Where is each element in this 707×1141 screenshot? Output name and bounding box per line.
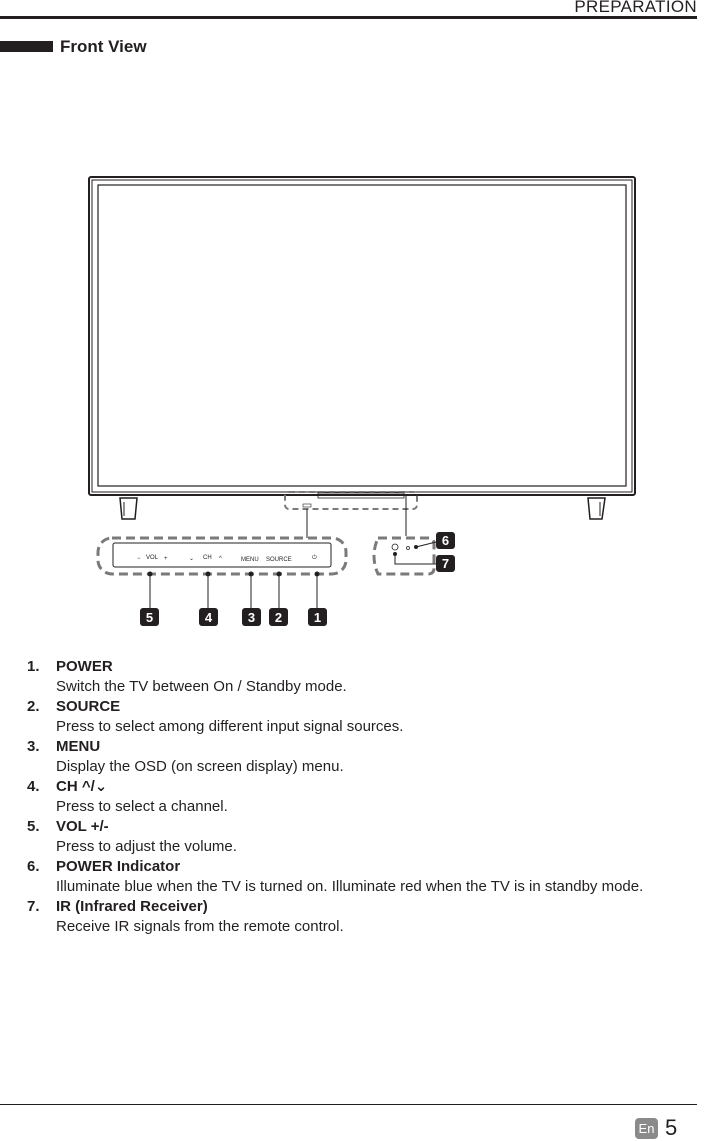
list-item-source	[27, 697, 707, 737]
tv-illustration	[0, 160, 707, 640]
source-label: SOURCE	[266, 557, 292, 563]
item-number: 1.	[27, 658, 40, 675]
tv-control-knob	[303, 504, 311, 507]
leader-3-dot	[249, 572, 254, 577]
vol-plus-label: +	[164, 556, 168, 562]
list-item-volume	[27, 817, 707, 857]
leader-6-dot	[414, 545, 418, 549]
item-description: Press to select a channel.	[56, 798, 228, 815]
leader-2-dot	[277, 572, 282, 577]
callout-7-label: 7	[441, 556, 450, 571]
item-number: 3.	[27, 738, 40, 755]
leader-7-dot	[393, 552, 397, 556]
item-title: POWER Indicator	[56, 858, 181, 875]
item-description: Display the OSD (on screen display) menu.	[56, 758, 344, 775]
item-description: Press to adjust the volume.	[56, 838, 237, 855]
power-symbol: ⏻	[312, 555, 317, 561]
item-title: POWER	[56, 658, 113, 675]
footer-rule	[0, 1104, 697, 1105]
callout-6-label: 6	[441, 533, 450, 548]
callout-6	[436, 532, 455, 549]
callout-2-label: 2	[274, 610, 283, 625]
callout-4	[199, 608, 218, 626]
vol-label: VOL	[146, 555, 159, 561]
list-item-ir-receiver	[27, 897, 707, 937]
item-title: IR (Infrared Receiver)	[56, 898, 208, 915]
header-rule	[0, 16, 697, 19]
callout-3-label: 3	[247, 610, 256, 625]
list-item-power	[27, 657, 707, 697]
item-number: 4.	[27, 778, 40, 795]
item-number: 2.	[27, 698, 40, 715]
leader-7	[395, 554, 436, 564]
callout-5-label: 5	[145, 610, 154, 625]
leader-5-dot	[148, 572, 153, 577]
callout-2	[269, 608, 288, 626]
sensor-zoom-outline	[374, 538, 434, 574]
leader-4-dot	[206, 572, 211, 577]
callout-1	[308, 608, 327, 626]
item-number: 7.	[27, 898, 40, 915]
callout-4-label: 4	[204, 610, 213, 625]
item-description: Press to select among different input signal sources.	[56, 718, 404, 735]
item-title: VOL +/-	[56, 818, 109, 835]
list-item-channel	[27, 777, 707, 817]
header-section-title: PREPARATION	[574, 0, 697, 16]
item-title: MENU	[56, 738, 101, 755]
callout-7	[436, 555, 455, 572]
vol-minus-label: −	[137, 556, 141, 562]
tv-outer-frame	[89, 177, 635, 495]
item-description: Switch the TV between On / Standby mode.	[56, 678, 347, 695]
language-badge: En	[635, 1118, 658, 1139]
item-description: Receive IR signals from the remote control.	[56, 918, 344, 935]
item-title: SOURCE	[56, 698, 121, 715]
page-number: 5	[665, 1115, 678, 1140]
tv-stand-right	[588, 498, 605, 519]
leader-1-dot	[315, 572, 320, 577]
item-number: 6.	[27, 858, 40, 875]
power-indicator-led	[407, 547, 410, 550]
list-item-power-indicator	[27, 857, 707, 897]
section-marker-bar	[0, 41, 53, 52]
ir-receiver-window	[392, 544, 398, 550]
ch-up-label: ^	[219, 556, 222, 562]
menu-label: MENU	[241, 557, 259, 563]
callout-3	[242, 608, 261, 626]
item-number: 5.	[27, 818, 40, 835]
ch-down-label: ⌄	[189, 556, 195, 562]
control-descriptions-list	[27, 657, 707, 937]
tv-stand-left	[120, 498, 137, 519]
ch-label: CH	[203, 555, 212, 561]
tv-front-view-figure	[0, 160, 707, 640]
list-item-menu	[27, 737, 707, 777]
item-description: Illuminate blue when the TV is turned on. Illuminate red when the TV is in standby mode.	[56, 878, 644, 895]
callout-1-label: 1	[313, 610, 322, 625]
section-title: Front View	[60, 37, 147, 56]
item-title: CH ^/⌄	[56, 778, 108, 795]
callout-5	[140, 608, 159, 626]
